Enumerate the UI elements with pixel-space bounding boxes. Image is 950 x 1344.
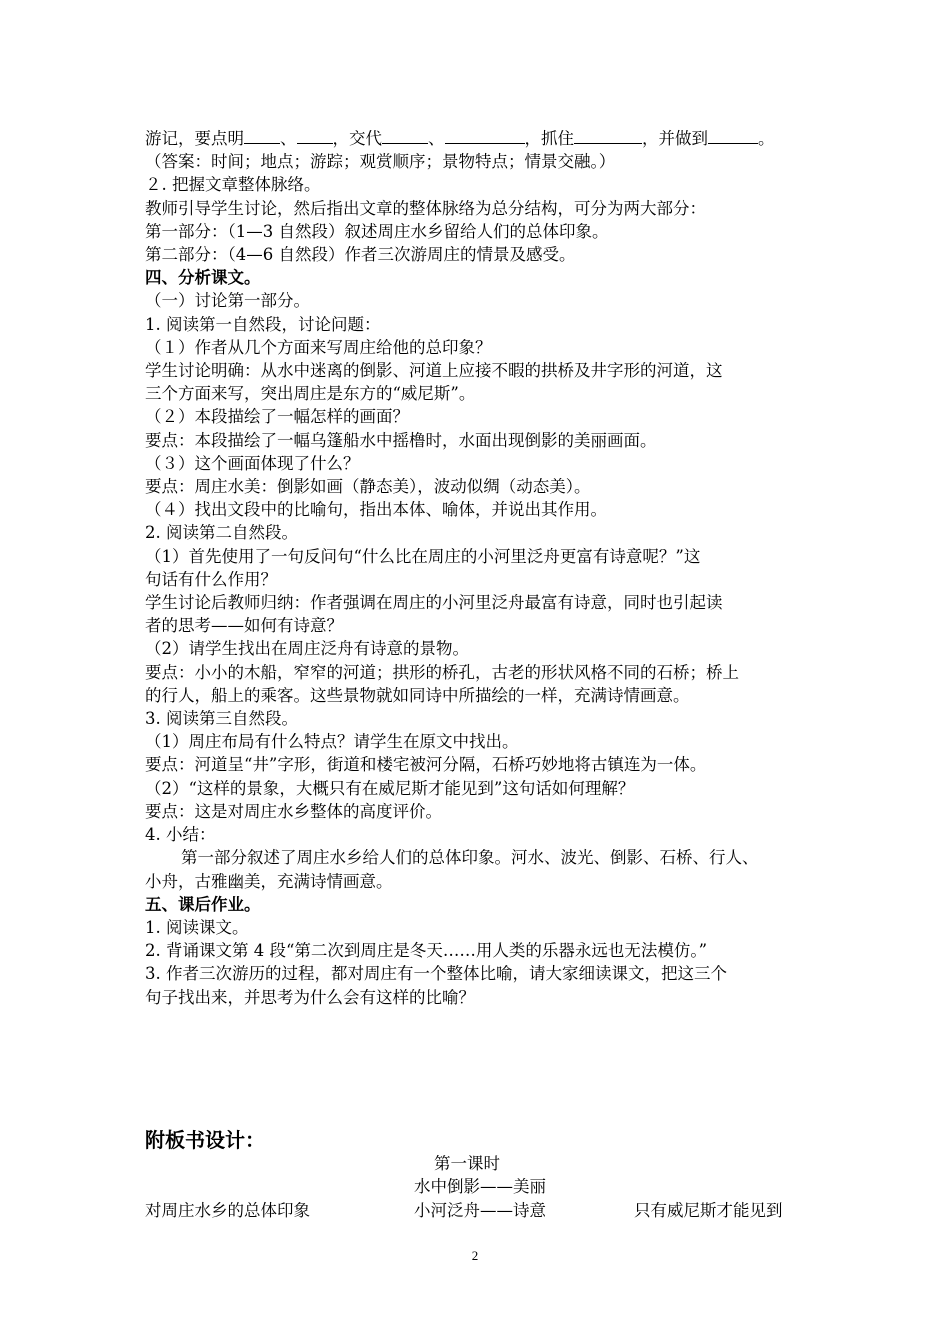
paragraph-line: ２. 把握文章整体脉络。 xyxy=(145,175,321,195)
paragraph-line: （３）这个画面体现了什么？ xyxy=(145,453,360,473)
fill-text-5: ，抓住 xyxy=(524,129,574,148)
section-heading: 五、课后作业。 xyxy=(145,894,261,914)
fill-text-3: ，交代 xyxy=(332,129,382,148)
board-left-label: 对周庄水乡的总体印象 xyxy=(145,1201,310,1220)
blank-4 xyxy=(445,128,525,144)
fill-text-6: ，并做到 xyxy=(642,129,708,148)
fill-text-7: 。 xyxy=(758,129,775,148)
paragraph-line: 句子找出来，并思考为什么会有这样的比喻？ xyxy=(145,987,475,1007)
paragraph-line: 要点：本段描绘了一幅乌篷船水中摇橹时，水面出现倒影的美丽画面。 xyxy=(145,430,657,450)
blank-1 xyxy=(244,128,280,144)
blank-3 xyxy=(382,128,428,144)
fill-text-4: 、 xyxy=(428,129,445,148)
paragraph-line: 学生讨论明确：从水中迷离的倒影、河道上应接不暇的拱桥及井字形的河道，这 xyxy=(145,361,723,381)
paragraph-line: （４）找出文段中的比喻句，指出本体、喻体，并说出其作用。 xyxy=(145,500,607,520)
paragraph-line: （２）本段描绘了一幅怎样的画面？ xyxy=(145,407,409,427)
board-right-label: 只有威尼斯才能见到 xyxy=(634,1201,783,1220)
blank-6 xyxy=(708,128,758,144)
paragraph-line: （2）请学生找出在周庄泛舟有诗意的景物。 xyxy=(145,639,469,659)
paragraph-line: 小舟，古雅幽美，充满诗情画意。 xyxy=(145,871,393,891)
board-row-boating: 小河泛舟——诗意 xyxy=(414,1201,546,1220)
paragraph-line: 句话有什么作用？ xyxy=(145,569,277,589)
board-lesson-label: 第一课时 xyxy=(434,1154,500,1173)
blank-5 xyxy=(574,128,642,144)
paragraph-line: 1. 阅读课文。 xyxy=(145,917,249,937)
paragraph-line: 3. 阅读第三自然段。 xyxy=(145,709,298,729)
paragraph-line: 的行人，船上的乘客。这些景物就如同诗中所描绘的一样，充满诗情画意。 xyxy=(145,685,690,705)
paragraph-line: 教师引导学生讨论，然后指出文章的整体脉络为总分结构，可分为两大部分： xyxy=(145,198,706,218)
paragraph-line: 3. 作者三次游历的过程，都对周庄有一个整体比喻，请大家细读课文，把这三个 xyxy=(145,964,727,984)
paragraph-line: 要点：小小的木船，窄窄的河道；拱形的桥孔，古老的形状风格不同的石桥；桥上 xyxy=(145,662,739,682)
paragraph-line: （答案：时间；地点；游踪；观赏顺序；景物特点；情景交融。） xyxy=(145,152,616,172)
paragraph-line: 者的思考——如何有诗意？ xyxy=(145,616,343,636)
paragraph-line: 4. 小结： xyxy=(145,825,216,845)
board-row-reflection: 水中倒影——美丽 xyxy=(414,1177,546,1196)
paragraph-line: 三个方面来写，突出周庄是东方的“威尼斯”。 xyxy=(145,384,476,404)
paragraph-line: 第二部分：（4—6 自然段）作者三次游周庄的情景及感受。 xyxy=(145,245,576,265)
section-heading: 四、分析课文。 xyxy=(145,268,261,288)
paragraph-line: 2. 阅读第二自然段。 xyxy=(145,523,298,543)
fill-text-1: 游记，要点明 xyxy=(145,129,244,148)
body-text xyxy=(145,127,815,1009)
paragraph-line: （一）讨论第一部分。 xyxy=(145,291,310,311)
paragraph-line: 要点：这是对周庄水乡整体的高度评价。 xyxy=(145,801,442,821)
fill-in-line xyxy=(145,127,815,150)
fill-text-2: 、 xyxy=(280,129,297,148)
paragraph-line: （2）“这样的景象，大概只有在威尼斯才能见到”这句话如何理解？ xyxy=(145,778,635,798)
paragraph-line: 要点：河道呈“井”字形，街道和楼宅被河分隔，石桥巧妙地将古镇连为一体。 xyxy=(145,755,707,775)
paragraph-line: （１）作者从几个方面来写周庄给他的总印象？ xyxy=(145,337,492,357)
paragraph-line: 要点：周庄水美：倒影如画（静态美），波动似绸（动态美）。 xyxy=(145,477,591,497)
paragraph-line: 2. 背诵课文第 4 段“第二次到周庄是冬天……用人类的乐器永远也无法模仿。” xyxy=(145,941,708,961)
paragraph-line: 学生讨论后教师归纳：作者强调在周庄的小河里泛舟最富有诗意，同时也引起读 xyxy=(145,593,723,613)
page-number: 2 xyxy=(471,1248,479,1263)
blank-2 xyxy=(297,128,333,144)
board-design-title: 附板书设计： xyxy=(145,1128,265,1152)
paragraph-line: 1. 阅读第一自然段，讨论问题： xyxy=(145,314,381,334)
paragraph-line: （1）周庄布局有什么特点？请学生在原文中找出。 xyxy=(145,732,519,752)
paragraph-line: （1）首先使用了一句反问句“什么比在周庄的小河里泛舟更富有诗意呢？”这 xyxy=(145,546,701,566)
paragraph-line: 第一部分：（1—3 自然段）叙述周庄水乡留给人们的总体印象。 xyxy=(145,221,609,241)
paragraph-line: 第一部分叙述了周庄水乡给人们的总体印象。河水、波光、倒影、石桥、行人、 xyxy=(181,848,759,868)
